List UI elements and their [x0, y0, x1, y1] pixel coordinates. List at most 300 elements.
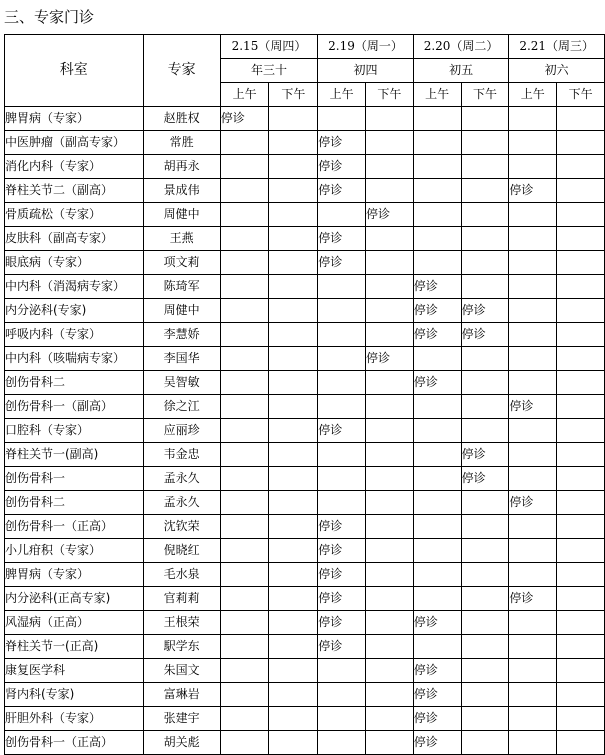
dept-cell: 康复医学科: [5, 659, 144, 683]
slot-cell: [413, 227, 461, 251]
slot-cell: [269, 587, 318, 611]
dept-cell: 中内科（消渴病专家）: [5, 275, 144, 299]
slot-cell: [413, 155, 461, 179]
slot-cell: 停诊: [413, 371, 461, 395]
slot-cell: [413, 179, 461, 203]
doctor-cell: 周健中: [143, 203, 220, 227]
slot-cell: [413, 395, 461, 419]
slot-cell: [220, 155, 269, 179]
slot-cell: [509, 707, 557, 731]
slot-cell: [461, 707, 509, 731]
slot-cell: [557, 467, 605, 491]
dept-cell: 消化内科（专家）: [5, 155, 144, 179]
table-row: [5, 227, 605, 251]
table-row: [5, 299, 605, 323]
slot-cell: [461, 179, 509, 203]
doctor-cell: 富琳岩: [143, 683, 220, 707]
slot-cell: [318, 275, 366, 299]
doctor-cell: 李国华: [143, 347, 220, 371]
slot-cell: [318, 467, 366, 491]
slot-cell: [461, 683, 509, 707]
dept-cell: 骨质疏松（专家）: [5, 203, 144, 227]
schedule-table: [4, 34, 605, 755]
dept-cell: 呼吸内科（专家）: [5, 323, 144, 347]
table-row: [5, 491, 605, 515]
slot-cell: [509, 563, 557, 587]
slot-cell: [269, 395, 318, 419]
table-row: [5, 323, 605, 347]
table-row: [5, 707, 605, 731]
slot-cell: [220, 731, 269, 755]
dept-cell: 创伤骨科二: [5, 371, 144, 395]
slot-cell: [269, 251, 318, 275]
slot-cell: [220, 395, 269, 419]
slot-cell: [557, 371, 605, 395]
slot-cell: [509, 659, 557, 683]
doctor-cell: 周健中: [143, 299, 220, 323]
slot-cell: [509, 515, 557, 539]
doctor-cell: 徐之江: [143, 395, 220, 419]
slot-cell: [269, 683, 318, 707]
slot-cell: [413, 515, 461, 539]
slot-cell: [220, 683, 269, 707]
slot-cell: [461, 539, 509, 563]
dept-cell: 创伤骨科一（正高）: [5, 515, 144, 539]
slot-cell: 停诊: [461, 299, 509, 323]
slot-cell: 停诊: [413, 707, 461, 731]
slot-cell: [366, 467, 414, 491]
slot-cell: [220, 635, 269, 659]
slot-cell: [557, 395, 605, 419]
slot-cell: [557, 155, 605, 179]
table-row: [5, 563, 605, 587]
slot-cell: 停诊: [413, 611, 461, 635]
slot-cell: [509, 419, 557, 443]
slot-cell: [366, 131, 414, 155]
slot-cell: [366, 371, 414, 395]
slot-cell: [509, 443, 557, 467]
slot-cell: [557, 443, 605, 467]
slot-cell: [220, 659, 269, 683]
slot-cell: [557, 659, 605, 683]
slot-cell: 停诊: [413, 683, 461, 707]
slot-cell: [269, 467, 318, 491]
slot-cell: 停诊: [366, 347, 414, 371]
slot-cell: [269, 443, 318, 467]
slot-cell: 停诊: [318, 635, 366, 659]
slot-cell: [269, 635, 318, 659]
slot-cell: 停诊: [318, 587, 366, 611]
slot-cell: [269, 155, 318, 179]
slot-cell: [366, 587, 414, 611]
slot-cell: [220, 419, 269, 443]
slot-cell: [509, 155, 557, 179]
table-row: [5, 467, 605, 491]
slot-cell: [461, 203, 509, 227]
slot-cell: [318, 707, 366, 731]
dept-cell: 内分泌科(正高专家): [5, 587, 144, 611]
table-row: [5, 131, 605, 155]
table-row: [5, 635, 605, 659]
doctor-cell: 韦金忠: [143, 443, 220, 467]
slot-cell: [269, 731, 318, 755]
table-row: [5, 539, 605, 563]
slot-cell: 停诊: [413, 659, 461, 683]
doctor-cell: 陈琦军: [143, 275, 220, 299]
slot-cell: [557, 587, 605, 611]
doctor-cell: 孟永久: [143, 491, 220, 515]
slot-cell: [509, 227, 557, 251]
slot-cell: [461, 587, 509, 611]
slot-cell: [461, 515, 509, 539]
pm-header: 下午: [557, 83, 605, 107]
slot-cell: [557, 227, 605, 251]
doctor-cell: 李慧娇: [143, 323, 220, 347]
slot-cell: [557, 563, 605, 587]
dept-cell: 脊柱关节一(正高): [5, 635, 144, 659]
slot-cell: [557, 323, 605, 347]
dept-cell: 内分泌科(专家): [5, 299, 144, 323]
slot-cell: [461, 275, 509, 299]
slot-cell: [269, 371, 318, 395]
slot-cell: [318, 299, 366, 323]
slot-cell: [366, 227, 414, 251]
slot-cell: [220, 443, 269, 467]
doctor-cell: 应丽珍: [143, 419, 220, 443]
table-row: [5, 683, 605, 707]
slot-cell: [461, 731, 509, 755]
slot-cell: [269, 107, 318, 131]
slot-cell: 停诊: [318, 251, 366, 275]
slot-cell: [366, 251, 414, 275]
am-header: 上午: [318, 83, 366, 107]
doctor-cell: 毛水泉: [143, 563, 220, 587]
slot-cell: [269, 491, 318, 515]
slot-cell: [557, 491, 605, 515]
slot-cell: 停诊: [220, 107, 269, 131]
dept-cell: 脊柱关节一(副高): [5, 443, 144, 467]
slot-cell: [461, 347, 509, 371]
slot-cell: 停诊: [318, 539, 366, 563]
slot-cell: [220, 515, 269, 539]
slot-cell: [269, 323, 318, 347]
slot-cell: [220, 467, 269, 491]
slot-cell: [269, 131, 318, 155]
slot-cell: [557, 203, 605, 227]
slot-cell: 停诊: [318, 611, 366, 635]
table-row: [5, 587, 605, 611]
slot-cell: [413, 419, 461, 443]
slot-cell: [220, 587, 269, 611]
slot-cell: [461, 107, 509, 131]
slot-cell: [318, 107, 366, 131]
date-header: 2.20（周二）: [413, 35, 509, 59]
slot-cell: 停诊: [461, 467, 509, 491]
slot-cell: [269, 419, 318, 443]
slot-cell: [557, 299, 605, 323]
slot-cell: 停诊: [509, 395, 557, 419]
slot-cell: [269, 515, 318, 539]
slot-cell: [366, 491, 414, 515]
dept-cell: 肝胆外科（专家）: [5, 707, 144, 731]
table-row: [5, 251, 605, 275]
header-row-dates: [5, 35, 605, 59]
slot-cell: [557, 515, 605, 539]
slot-cell: [318, 323, 366, 347]
slot-cell: [366, 323, 414, 347]
slot-cell: [220, 131, 269, 155]
slot-cell: [366, 155, 414, 179]
slot-cell: [413, 635, 461, 659]
table-row: [5, 419, 605, 443]
slot-cell: [220, 347, 269, 371]
am-header: 上午: [509, 83, 557, 107]
slot-cell: [509, 299, 557, 323]
slot-cell: [557, 635, 605, 659]
slot-cell: [366, 443, 414, 467]
slot-cell: [557, 131, 605, 155]
slot-cell: [461, 491, 509, 515]
slot-cell: [509, 371, 557, 395]
slot-cell: [461, 155, 509, 179]
doctor-cell: 駅学东: [143, 635, 220, 659]
slot-cell: [269, 539, 318, 563]
slot-cell: [413, 563, 461, 587]
slot-cell: [509, 467, 557, 491]
slot-cell: [509, 635, 557, 659]
slot-cell: [413, 347, 461, 371]
table-row: [5, 395, 605, 419]
slot-cell: [318, 347, 366, 371]
dept-cell: 小儿疳积（专家）: [5, 539, 144, 563]
slot-cell: 停诊: [318, 419, 366, 443]
doctor-cell: 朱国文: [143, 659, 220, 683]
slot-cell: [220, 539, 269, 563]
dept-cell: 眼底病（专家）: [5, 251, 144, 275]
slot-cell: [366, 731, 414, 755]
am-header: 上午: [413, 83, 461, 107]
slot-cell: [269, 707, 318, 731]
dept-cell: 中内科（咳喘病专家）: [5, 347, 144, 371]
slot-cell: 停诊: [318, 155, 366, 179]
slot-cell: 停诊: [509, 179, 557, 203]
slot-cell: [461, 251, 509, 275]
doctor-cell: 吴智敏: [143, 371, 220, 395]
slot-cell: [509, 611, 557, 635]
table-row: [5, 443, 605, 467]
slot-cell: [220, 371, 269, 395]
table-row: [5, 179, 605, 203]
dept-cell: 创伤骨科一（正高）: [5, 731, 144, 755]
slot-cell: [509, 251, 557, 275]
lunar-header: 初四: [318, 59, 414, 83]
slot-cell: [557, 539, 605, 563]
slot-cell: [461, 659, 509, 683]
slot-cell: [557, 707, 605, 731]
table-row: [5, 107, 605, 131]
slot-cell: [413, 467, 461, 491]
doctor-cell: 胡再永: [143, 155, 220, 179]
section-title: 三、专家门诊: [4, 8, 95, 26]
slot-cell: [413, 203, 461, 227]
doctor-cell: 张建宇: [143, 707, 220, 731]
slot-cell: [366, 707, 414, 731]
dept-cell: 口腔科（专家）: [5, 419, 144, 443]
slot-cell: [366, 179, 414, 203]
slot-cell: [413, 251, 461, 275]
slot-cell: [366, 539, 414, 563]
slot-cell: 停诊: [413, 323, 461, 347]
slot-cell: [366, 107, 414, 131]
slot-cell: [318, 395, 366, 419]
slot-cell: [413, 131, 461, 155]
slot-cell: [366, 515, 414, 539]
slot-cell: 停诊: [318, 563, 366, 587]
slot-cell: [413, 443, 461, 467]
table-row: [5, 731, 605, 755]
slot-cell: [318, 683, 366, 707]
date-header: 2.21（周三）: [509, 35, 605, 59]
slot-cell: [413, 491, 461, 515]
slot-cell: 停诊: [318, 227, 366, 251]
dept-cell: 风湿病（正高）: [5, 611, 144, 635]
slot-cell: [557, 107, 605, 131]
slot-cell: [509, 683, 557, 707]
slot-cell: [269, 299, 318, 323]
doctor-cell: 官莉莉: [143, 587, 220, 611]
slot-cell: [557, 731, 605, 755]
slot-cell: [220, 251, 269, 275]
slot-cell: 停诊: [413, 299, 461, 323]
slot-cell: [557, 683, 605, 707]
slot-cell: 停诊: [461, 323, 509, 347]
table-row: [5, 611, 605, 635]
slot-cell: [318, 731, 366, 755]
date-header: 2.19（周一）: [318, 35, 414, 59]
slot-cell: [461, 419, 509, 443]
doctor-cell: 胡关彪: [143, 731, 220, 755]
dept-cell: 脾胃病（专家）: [5, 563, 144, 587]
dept-cell: 创伤骨科二: [5, 491, 144, 515]
slot-cell: [461, 563, 509, 587]
slot-cell: [509, 347, 557, 371]
slot-cell: [269, 203, 318, 227]
table-row: [5, 347, 605, 371]
slot-cell: [220, 203, 269, 227]
slot-cell: [220, 323, 269, 347]
dept-cell: 中医肿瘤（副高专家）: [5, 131, 144, 155]
doctor-cell: 项文莉: [143, 251, 220, 275]
slot-cell: 停诊: [413, 731, 461, 755]
slot-cell: 停诊: [366, 203, 414, 227]
slot-cell: [557, 275, 605, 299]
slot-cell: [413, 539, 461, 563]
slot-cell: [461, 131, 509, 155]
slot-cell: [557, 347, 605, 371]
pm-header: 下午: [461, 83, 509, 107]
slot-cell: [269, 611, 318, 635]
slot-cell: [366, 683, 414, 707]
slot-cell: [509, 131, 557, 155]
slot-cell: [269, 179, 318, 203]
doctor-cell: 孟永久: [143, 467, 220, 491]
slot-cell: [509, 107, 557, 131]
slot-cell: [557, 179, 605, 203]
dept-cell: 创伤骨科一（副高）: [5, 395, 144, 419]
slot-cell: [509, 323, 557, 347]
doctor-cell: 沈钦荣: [143, 515, 220, 539]
table-row: [5, 155, 605, 179]
slot-cell: [366, 395, 414, 419]
slot-cell: [318, 371, 366, 395]
lunar-header: 初五: [413, 59, 509, 83]
slot-cell: [366, 563, 414, 587]
date-header: 2.15（周四）: [220, 35, 318, 59]
slot-cell: [220, 611, 269, 635]
slot-cell: [366, 299, 414, 323]
slot-cell: [461, 611, 509, 635]
slot-cell: [318, 659, 366, 683]
slot-cell: [366, 611, 414, 635]
slot-cell: [366, 635, 414, 659]
slot-cell: [366, 275, 414, 299]
slot-cell: [557, 251, 605, 275]
dept-cell: 脊柱关节二（副高）: [5, 179, 144, 203]
dept-cell: 皮肤科（副高专家）: [5, 227, 144, 251]
slot-cell: 停诊: [318, 515, 366, 539]
doctor-cell: 倪晓红: [143, 539, 220, 563]
slot-cell: [366, 659, 414, 683]
doctor-cell: 王根荣: [143, 611, 220, 635]
doctor-cell: 赵胜权: [143, 107, 220, 131]
slot-cell: [509, 275, 557, 299]
doctor-cell: 常胜: [143, 131, 220, 155]
slot-cell: [269, 227, 318, 251]
slot-cell: [461, 395, 509, 419]
lunar-header: 初六: [509, 59, 605, 83]
slot-cell: [461, 371, 509, 395]
slot-cell: 停诊: [509, 491, 557, 515]
slot-cell: [269, 563, 318, 587]
slot-cell: 停诊: [318, 131, 366, 155]
slot-cell: 停诊: [509, 587, 557, 611]
table-row: [5, 275, 605, 299]
slot-cell: [220, 275, 269, 299]
table-row: [5, 203, 605, 227]
slot-cell: [220, 179, 269, 203]
table-row: [5, 515, 605, 539]
slot-cell: [413, 587, 461, 611]
slot-cell: [318, 491, 366, 515]
table-row: [5, 659, 605, 683]
slot-cell: [509, 731, 557, 755]
slot-cell: [318, 203, 366, 227]
doctor-cell: 景成伟: [143, 179, 220, 203]
pm-header: 下午: [366, 83, 414, 107]
slot-cell: [461, 227, 509, 251]
table-row: [5, 371, 605, 395]
slot-cell: [220, 491, 269, 515]
doctor-cell: 王燕: [143, 227, 220, 251]
slot-cell: [269, 659, 318, 683]
slot-cell: [366, 419, 414, 443]
slot-cell: 停诊: [318, 179, 366, 203]
slot-cell: [220, 227, 269, 251]
slot-cell: [220, 707, 269, 731]
slot-cell: [318, 443, 366, 467]
pm-header: 下午: [269, 83, 318, 107]
slot-cell: [509, 203, 557, 227]
